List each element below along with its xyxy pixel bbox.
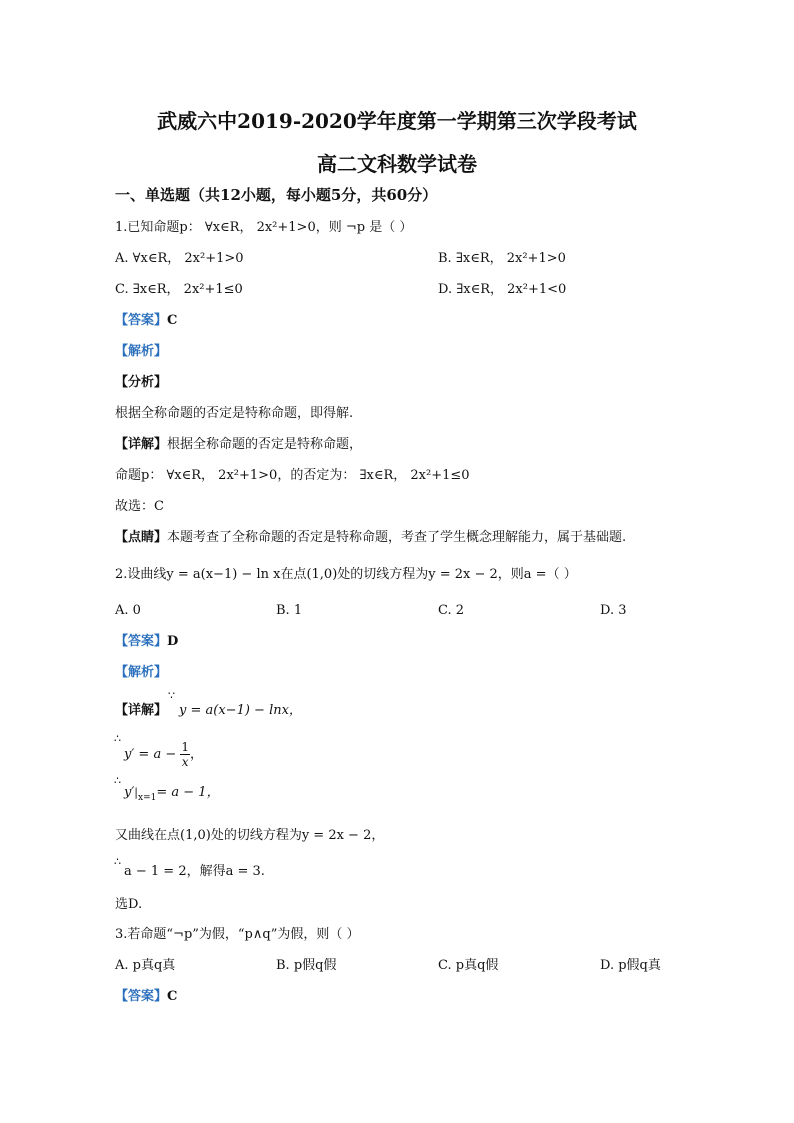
q1-option-a: A. ∀x∈R， 2x²+1>0 [115, 251, 244, 266]
q3-stem: 3.若命题“¬p”为假，“p∧q”为假，则（ ） [115, 927, 360, 942]
section-heading: 一、单选题（共12小题，每小题5分，共60分） [115, 186, 438, 204]
q2-option-a: A. 0 [115, 603, 141, 618]
q2-fraction-denominator: x [181, 755, 189, 769]
q1-fenxi-text: 根据全称命题的否定是特称命题，即得解. [115, 406, 354, 421]
q2-detail-1 [115, 702, 302, 720]
q3-answer [115, 988, 177, 1006]
q1-option-c: C. ∃x∈R， 2x²+1≤0 [115, 282, 243, 297]
q2-step2-lhs: y′ = a − [124, 747, 177, 762]
therefore-symbol-3: ∴ [114, 855, 121, 868]
dianjing-tag: 【点睛】 [115, 530, 168, 545]
q1-option-b: B. ∃x∈R， 2x²+1>0 [438, 251, 566, 266]
q2-step2 [124, 740, 203, 770]
answer-value: D [167, 634, 179, 649]
answer-value: C [167, 989, 178, 1004]
q2-step1: y = a(x−1) − lnx， [179, 703, 302, 718]
q1-detail-1 [115, 436, 362, 454]
therefore-symbol-2: ∴ [114, 774, 121, 787]
answer-tag: 【答案】 [115, 989, 168, 1004]
answer-tag: 【答案】 [115, 313, 168, 328]
detail-tag: 【详解】 [115, 703, 168, 718]
q2-answer [115, 633, 178, 651]
q1-fenxi-tag: 【分析】 [115, 375, 168, 390]
answer-value: C [167, 313, 178, 328]
dianjing-text: 本题考查了全称命题的否定是特称命题，考查了学生概念理解能力，属于基础题. [167, 530, 627, 545]
q2-step3-sub: x=1 [138, 793, 157, 803]
detail-tag: 【详解】 [115, 437, 168, 452]
q1-option-d: D. ∃x∈R， 2x²+1<0 [438, 282, 567, 297]
q2-option-b: B. 1 [276, 603, 303, 618]
q1-detail-2: 命题p： ∀x∈R， 2x²+1>0，的否定为： ∃x∈R， 2x²+1≤0 [115, 468, 470, 483]
q1-analysis-tag: 【解析】 [115, 344, 168, 359]
q3-option-d: D. p假q真 [600, 958, 661, 973]
detail-text: 根据全称命题的否定是特称命题， [167, 437, 363, 452]
q2-step5: a − 1 = 2，解得a = 3. [124, 864, 265, 879]
q2-step2-end: ， [190, 747, 204, 762]
because-symbol: ∵ [168, 689, 175, 702]
q1-stem: 1.已知命题p： ∀x∈R， 2x²+1>0，则 ¬p 是（ ） [115, 220, 413, 235]
q2-option-d: D. 3 [600, 603, 627, 618]
q1-dianjing [115, 529, 626, 547]
q1-detail-3: 故选：C [115, 499, 164, 514]
q2-analysis-tag: 【解析】 [115, 665, 168, 680]
answer-tag: 【答案】 [115, 634, 168, 649]
q2-step4: 又曲线在点(1,0)处的切线方程为y = 2x − 2， [115, 828, 385, 843]
q3-option-a: A. p真q真 [115, 958, 176, 973]
page-subtitle: 高二文科数学试卷 [317, 152, 477, 176]
q2-fraction-numerator: 1 [181, 740, 190, 754]
q3-option-b: B. p假q假 [276, 958, 337, 973]
q2-option-c: C. 2 [438, 603, 465, 618]
q2-step3: $y'|_{x=1}= a - 1$， [124, 785, 220, 803]
q2-step3-rhs: = a − 1， [156, 785, 220, 800]
q2-step6: 选D. [115, 897, 143, 912]
q1-answer [115, 312, 177, 330]
page-title: 武威六中2019-2020学年度第一学期第三次学段考试 [157, 109, 637, 133]
q2-step3-lhs: y′ [124, 785, 135, 800]
therefore-symbol: ∴ [114, 732, 121, 745]
q2-fraction [180, 740, 190, 769]
q2-stem: 2.设曲线y = a(x−1) − ln x在点(1,0)处的切线方程为y = 2x − 2，则a =（ ） [115, 567, 577, 582]
q3-option-c: C. p真q假 [438, 958, 499, 973]
